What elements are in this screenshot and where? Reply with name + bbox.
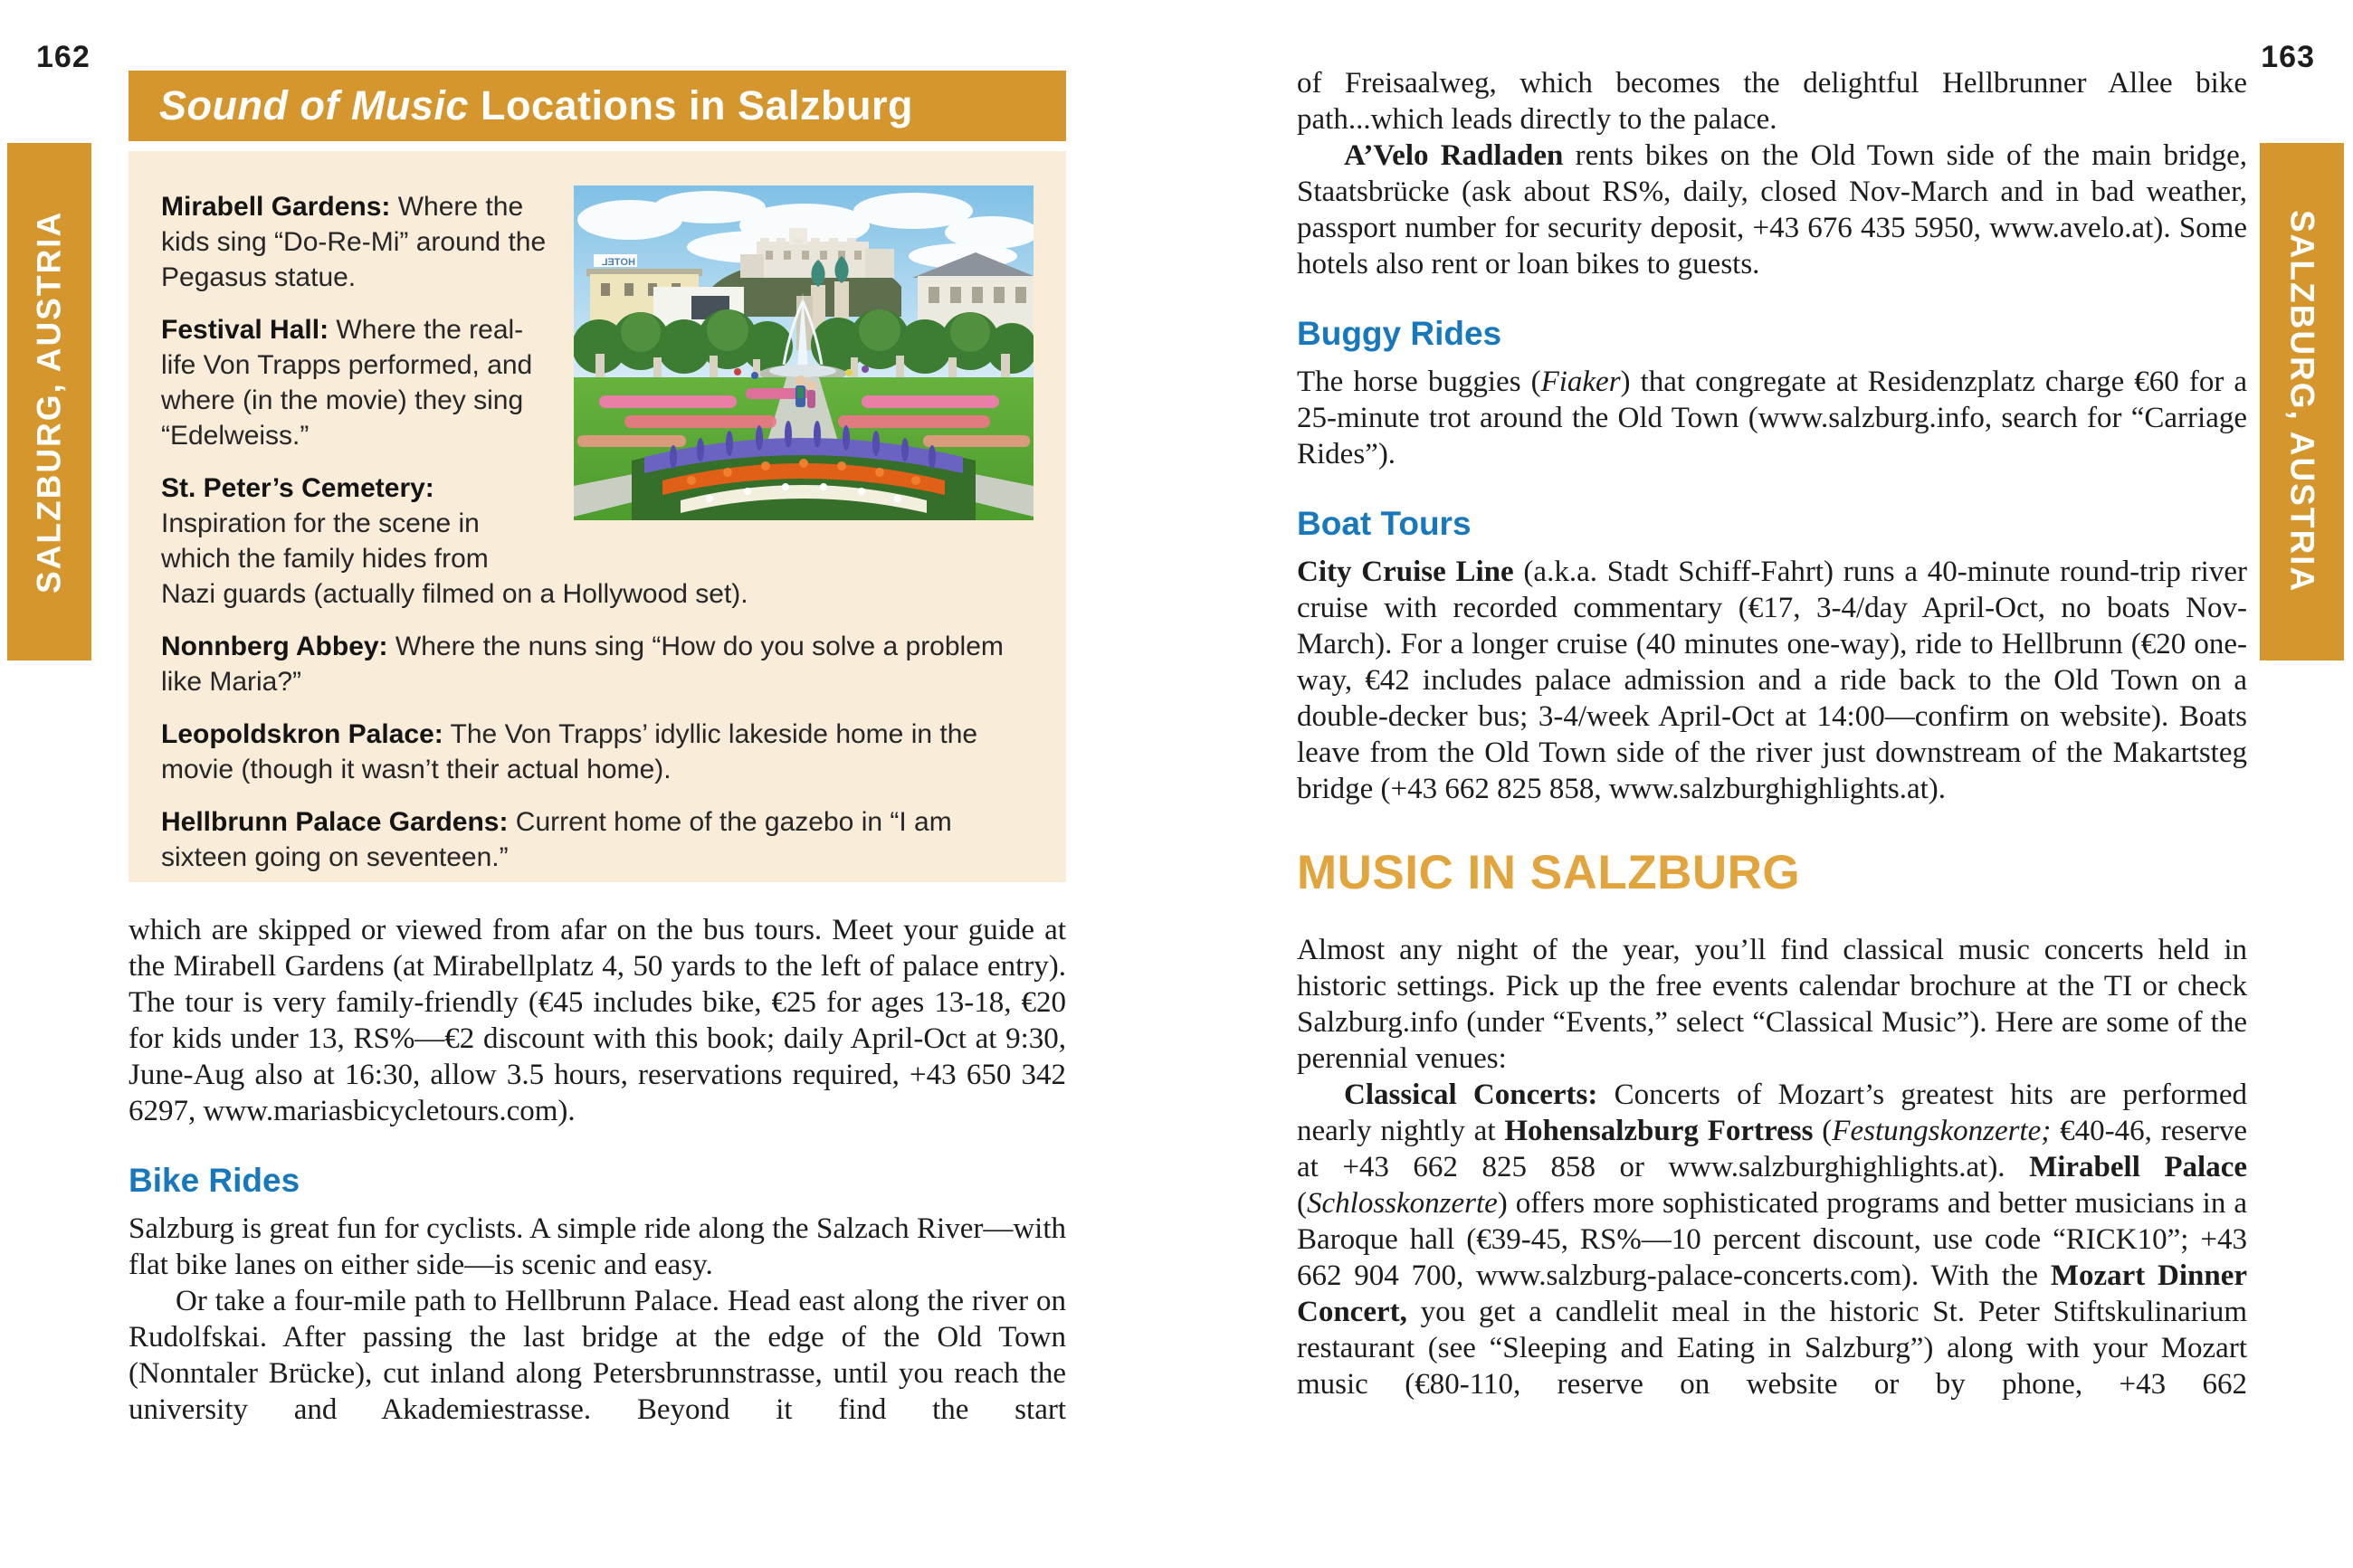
subsection-heading: Boat Tours: [1297, 505, 1472, 542]
entry-lead: Leopoldskron Palace:: [161, 719, 443, 749]
sidebar-entry: St. Peter’s Cemetery: Inspiration for the scene in which the family hides from Nazi guards (actually filmed on a Hollywood set).: [161, 473, 748, 609]
page-number-right: 163: [2261, 40, 2315, 74]
entry-lead: Nonnberg Abbey:: [161, 632, 388, 661]
sidebar-title-rest: Locations in Salzburg: [468, 82, 914, 128]
sidebar-title-italic: Sound of Music: [159, 82, 469, 128]
entry-lead: Hellbrunn Palace Gardens:: [161, 807, 509, 837]
mirabell-gardens-illustration: [574, 185, 1034, 520]
entry-lead: Mirabell Gardens:: [161, 192, 391, 222]
left-page-body: [129, 912, 1066, 1428]
edge-tab-right-label: SALZBURG, AUSTRIA: [2283, 210, 2321, 594]
sidebar-entry: Nonnberg Abbey: Where the nuns sing “How do you solve a problem like Maria?”: [161, 632, 1004, 697]
subsection-heading: Buggy Rides: [1297, 315, 1502, 352]
page-number-left: 162: [36, 40, 90, 74]
edge-tab-right: [2260, 143, 2344, 660]
body-paragraph: Salzburg is great fun for cyclists. A simple ride along the Salzach River—with flat bike lanes on either side—is scenic and easy.: [129, 1212, 1066, 1281]
sidebar-entry: Hellbrunn Palace Gardens: Current home of the gazebo in “I am sixteen going on seventeen.”: [161, 807, 952, 872]
edge-tab-left-label: SALZBURG, AUSTRIA: [30, 210, 68, 594]
sidebar-entry: Leopoldskron Palace: The Von Trapps’ idyllic lakeside home in the movie (though it wasn’t their actual home).: [161, 719, 978, 784]
right-page-body: [1297, 65, 2247, 1402]
hotel-sign-text: HOTEL: [601, 257, 635, 268]
entry-lead: Festival Hall:: [161, 315, 329, 345]
entry-lead: St. Peter’s Cemetery:: [161, 473, 434, 503]
body-paragraph: Classical Concerts: Concerts of Mozart’s greatest hits are performed nearly nightly at Hohensalzburg Fortress (Festungskonzerte; €40-46, reserve at +43 662 825 858 or www.salzburghighlights.at). Mirabell Palace (Schlosskonzerte) offers more sophisticated programs and better musicians in a Baroque hall (€39-45, RS%—10 percent discount, use code “RICK10”; +43 662 904 700, www.salzburg-palace-concerts.com). With the Mozart Dinner Concert, you get a candlelit meal in the historic St. Peter Stiftskulinarium restaurant (see “Sleeping and Eating in Salzburg”) along with your Mozart music (€80-110, reserve on website or by phone, +43 662: [1297, 1079, 2248, 1401]
body-paragraph: The horse buggies (Fiaker) that congregate at Residenzplatz charge €60 for a 25-minute trot around the Old Town (www.salzburg.info, search for “Carriage Rides”).: [1297, 366, 2247, 470]
mirabell-gardens-photo: [574, 185, 1034, 520]
section-heading: MUSIC IN SALZBURG: [1297, 846, 1801, 899]
edge-tab-left: [7, 143, 91, 660]
body-paragraph: which are skipped or viewed from afar on the bus tours. Meet your guide at the Mirabell Gardens (at Mirabellplatz 4, 50 yards to the left of palace entry). The tour is very family-friendly (€45 includes bike, €25 for ages 13-18, €20 for kids under 13, RS%—€2 discount with this book; daily April-Oct at 9:30, June-Aug also at 16:30, allow 3.5 hours, reservations required, +43 650 342 6297, www.mariasbicycletours.com).: [129, 914, 1066, 1127]
body-paragraph: Or take a four-mile path to Hellbrunn Palace. Head east along the river on Rudolfskai. After passing the last bridge at the edge of the Old Town (Nonntaler Brücke), cut inland along Petersbrunnstrasse, until you reach the university and Akademiestrasse. Beyond it find the start: [129, 1285, 1066, 1426]
body-paragraph: Almost any night of the year, you’ll find classical music concerts held in historic settings. Pick up the free events calendar brochure at the TI or check Salzburg.info (under “Events,” select “Classical Music”). Here are some of the perennial venues:: [1297, 934, 2247, 1075]
subsection-heading: Bike Rides: [129, 1162, 300, 1199]
sidebar-title-bar: [129, 71, 1066, 141]
body-paragraph: A’Velo Radladen rents bikes on the Old Town side of the main bridge, Staatsbrücke (ask about RS%, daily, closed Nov-March and in bad weather, passport number for security deposit, +43 676 435 5950, www.avelo.at). Some hotels also rent or loan bikes to guests.: [1297, 139, 2247, 280]
sidebar-entry: Festival Hall: Where the real-life Von Trapps performed, and where (in the movie) they sing “Edelweiss.”: [161, 315, 533, 451]
sidebar-entry: Mirabell Gardens: Where the kids sing “Do-Re-Mi” around the Pegasus statue.: [161, 192, 547, 292]
body-paragraph: City Cruise Line (a.k.a. Stadt Schiff-Fahrt) runs a 40-minute round-trip river cruise with recorded commentary (€17, 3-4/day April-Oct, no boats Nov-March). For a longer cruise (40 minutes one-way), ride to Hellbrunn (€20 one-way, €42 includes palace admission and a ride back to the Old Town on a double-decker bus; 3-4/week April-Oct at 14:00—confirm on website). Boats leave from the Old Town side of the river just downstream of the Makartsteg bridge (+43 662 825 858, www.salzburghighlights.at).: [1297, 556, 2247, 805]
body-paragraph: of Freisaalweg, which becomes the delightful Hellbrunner Allee bike path...which leads directly to the palace.: [1297, 67, 2247, 136]
sound-of-music-box: [129, 151, 1066, 882]
sidebar-title: [159, 82, 913, 129]
